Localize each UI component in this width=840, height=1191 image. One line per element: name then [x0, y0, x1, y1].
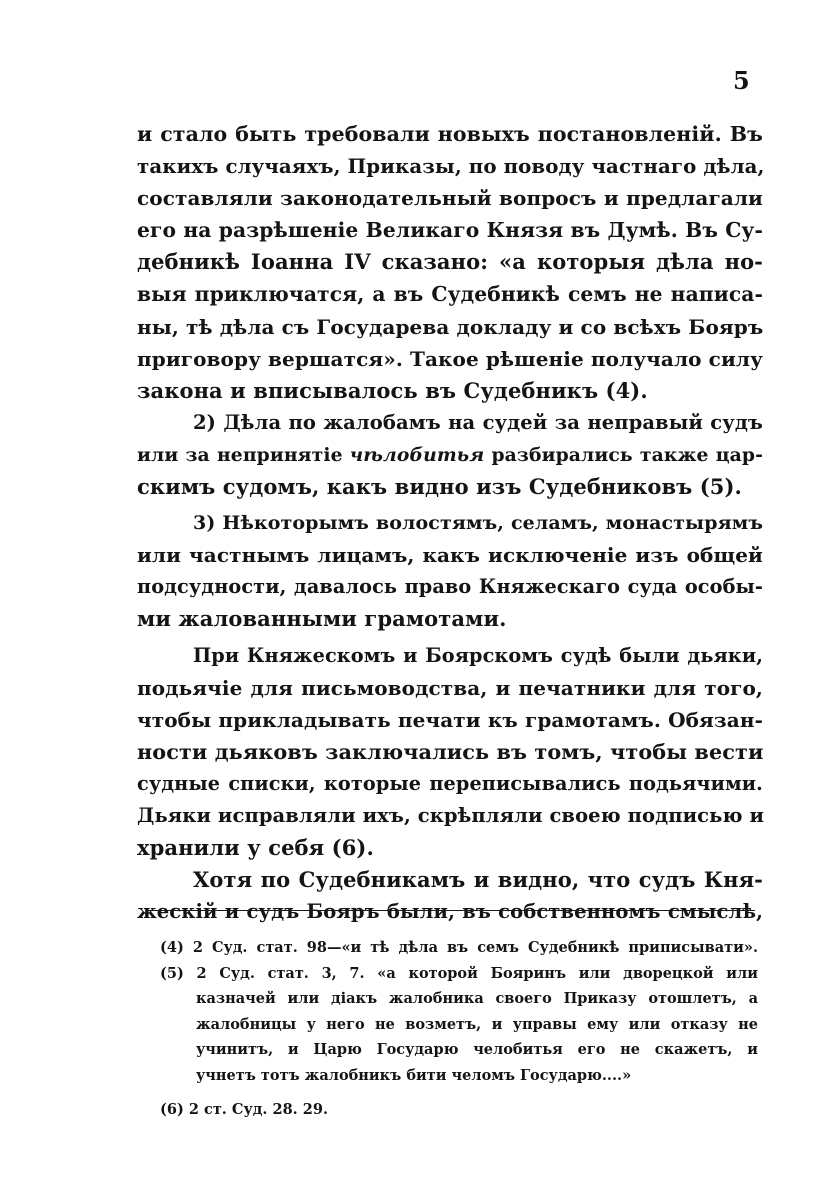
footnote-line: казначей или діакъ жалобника своего Приказу отошлетъ, а	[196, 990, 758, 1007]
footnotes	[160, 935, 758, 1123]
text-line: подьячіе для письмоводства, и печатники для того,	[137, 675, 763, 700]
text-line: его на разрѣшеніе Великаго Князя въ Думѣ. Въ Су-	[137, 218, 763, 243]
footnote-line: (4) 2 Суд. стат. 98—«и тѣ дѣла въ семъ Судебникѣ приписывати».	[160, 939, 758, 956]
footnote-line: жалобницы у него не возметъ, и управы ему или отказу не	[196, 1015, 758, 1033]
text-line: составляли законодательный вопросъ и предлагали	[137, 186, 763, 211]
text-fragment: или за непринятіе	[137, 443, 350, 466]
text-line: ны, тѣ дѣла съ Государева докладу и со всѣхъ Бояръ	[137, 314, 764, 339]
text-line: закона и вписывалось въ Судебникъ (4).	[137, 377, 648, 403]
text-line: скимъ судомъ, какъ видно изъ Судебниковъ (5).	[137, 474, 742, 500]
main-text	[137, 118, 763, 928]
text-line: хранили у себя (6).	[137, 835, 374, 861]
footnote-divider	[147, 910, 755, 911]
page-number: 5	[733, 66, 750, 95]
footnote-line: учнетъ тотъ жалобникъ бити челомъ Государю....»	[196, 1066, 632, 1084]
text-line: При Княжескомъ и Боярскомъ судѣ были дьяки,	[193, 643, 763, 667]
text-line: приговору вершатся». Такое рѣшеніе получало силу	[137, 346, 763, 371]
text-line: такихъ случаяхъ, Приказы, по поводу частнаго дѣла,	[137, 154, 765, 179]
text-line: дебникѣ Іоанна IV сказано: «а которыя дѣла но-	[137, 249, 763, 275]
text-line: ности дьяковъ заключались въ томъ, чтобы вести	[137, 739, 764, 764]
text-line	[137, 439, 763, 471]
text-line: выя приключатся, а въ Судебникѣ семъ не написа-	[137, 282, 763, 307]
footnote-line: (5) 2 Суд. стат. 3, 7. «а которой Бояринъ или дворецкой или	[160, 964, 758, 982]
text-line: подсудности, давалось право Княжескаго суда особы-	[137, 575, 763, 599]
text-line: ми жалованными грамотами.	[137, 606, 507, 632]
text-line: или частнымъ лицамъ, какъ исключеніе изъ общей	[137, 543, 763, 568]
text-line: чтобы прикладывать печати къ грамотамъ. Обязан-	[137, 707, 763, 732]
text-line: 3) Нѣкоторымъ волостямъ, селамъ, монастырямъ	[193, 512, 763, 535]
text-line: 2) Дѣла по жалобамъ на судей за неправый судъ	[193, 410, 763, 434]
text-line: судные списки, которые переписывались подьячими.	[137, 771, 763, 795]
italic-term: чѣлобитья	[349, 443, 485, 466]
text-line: Дьяки исправляли ихъ, скрѣпляли своею подписью и	[137, 803, 765, 827]
text-line: и стало быть требовали новыхъ постановленій. Въ	[137, 122, 763, 146]
text-line: жескій и судъ Бояръ были, въ собственномъ смыслѣ,	[137, 900, 763, 924]
text-fragment: разбирались также цар-	[484, 443, 763, 466]
text-line: Хотя по Судебникамъ и видно, что судъ Кня-	[193, 867, 763, 893]
footnote-line: учинитъ, и Царю Государю челобитья его не скажетъ, и	[196, 1041, 758, 1058]
footnote-line: (6) 2 ст. Суд. 28. 29.	[160, 1101, 328, 1118]
